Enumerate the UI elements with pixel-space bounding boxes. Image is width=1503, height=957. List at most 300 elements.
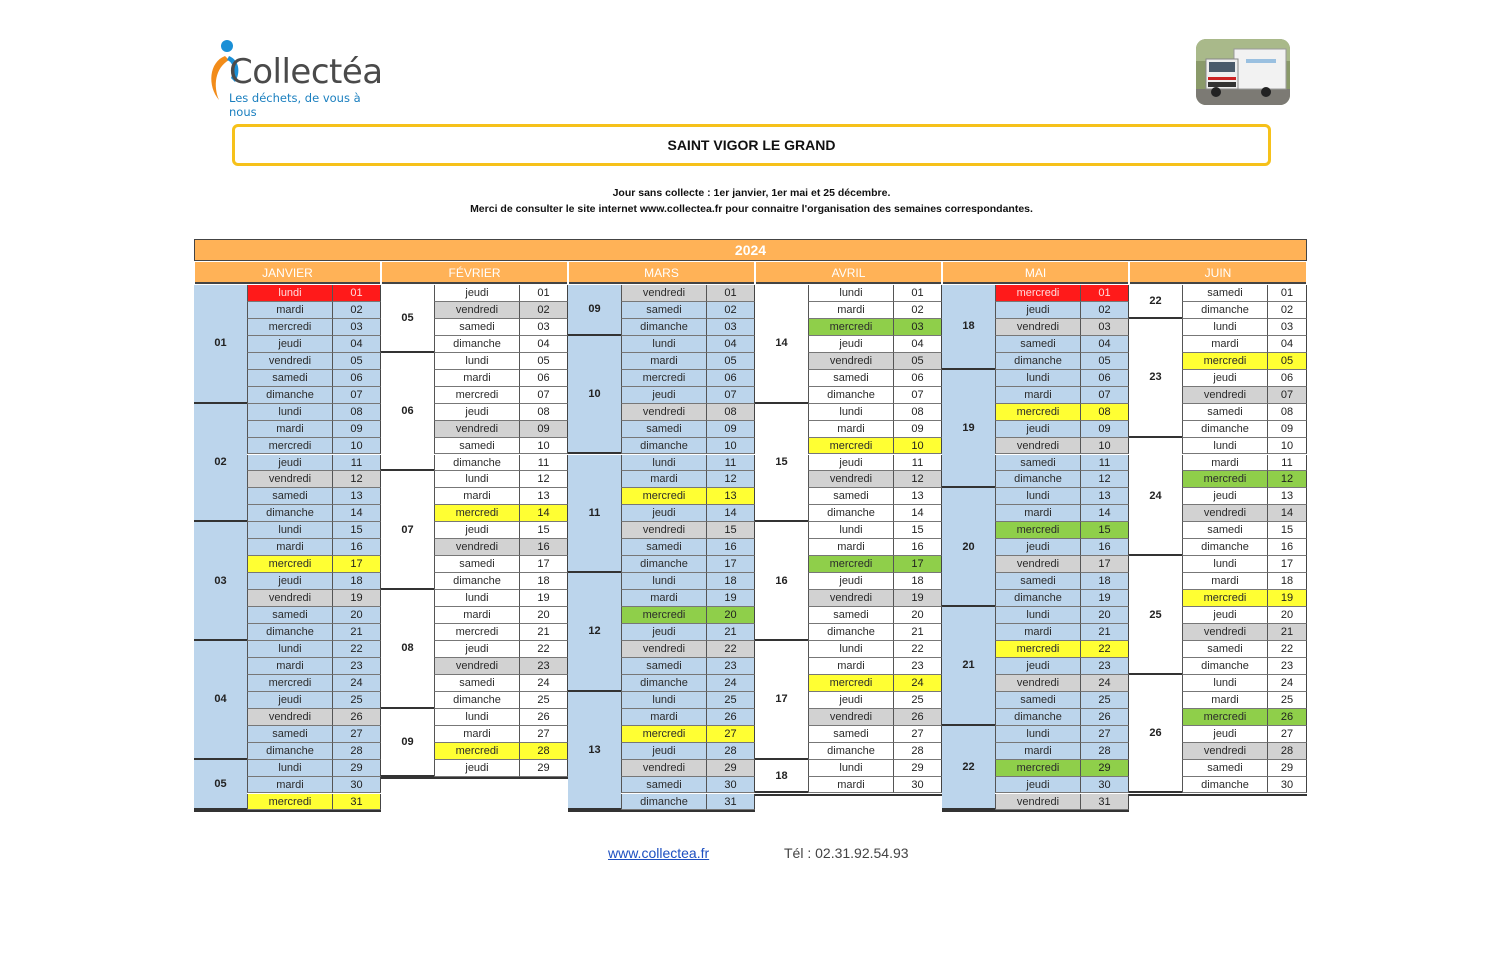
day-name: mercredi <box>995 641 1080 658</box>
day-name: mercredi <box>621 726 706 743</box>
week-number: 03 <box>194 522 247 641</box>
week-number: 13 <box>568 692 621 811</box>
day-number: 12 <box>706 471 755 488</box>
month-header-1: FÉVRIER <box>382 262 567 284</box>
day-name: mercredi <box>995 522 1080 539</box>
day-name: lundi <box>808 760 893 777</box>
day-name: jeudi <box>621 624 706 641</box>
week-number: 05 <box>381 285 434 353</box>
day-name: mardi <box>247 777 332 794</box>
day-number: 01 <box>1267 285 1307 302</box>
day-number: 24 <box>893 675 942 692</box>
day-name: samedi <box>1182 404 1267 421</box>
day-number: 01 <box>332 285 381 302</box>
week-number: 18 <box>755 760 808 794</box>
day-number: 02 <box>706 302 755 319</box>
day-name: jeudi <box>808 336 893 353</box>
week-number: 07 <box>381 471 434 590</box>
day-number: 07 <box>893 387 942 404</box>
month-bottom-border <box>755 794 942 796</box>
day-name: lundi <box>247 404 332 421</box>
day-name: vendredi <box>995 319 1080 336</box>
day-name: lundi <box>808 522 893 539</box>
day-name: dimanche <box>1182 302 1267 319</box>
day-number: 19 <box>1080 590 1129 607</box>
day-number: 25 <box>519 692 568 709</box>
day-number: 14 <box>893 505 942 522</box>
day-name: vendredi <box>995 794 1080 811</box>
day-number: 17 <box>893 556 942 573</box>
day-number: 22 <box>706 641 755 658</box>
day-name: samedi <box>1182 285 1267 302</box>
day-number: 11 <box>706 455 755 472</box>
day-number: 25 <box>893 692 942 709</box>
day-name: vendredi <box>1182 387 1267 404</box>
day-name: dimanche <box>434 573 519 590</box>
day-number: 14 <box>1080 505 1129 522</box>
day-number: 07 <box>706 387 755 404</box>
month-headers <box>194 261 1307 285</box>
day-name: lundi <box>995 607 1080 624</box>
day-name: dimanche <box>621 675 706 692</box>
day-number: 13 <box>893 488 942 505</box>
day-name: vendredi <box>995 438 1080 455</box>
week-number: 14 <box>755 285 808 404</box>
day-name: mercredi <box>995 285 1080 302</box>
day-name: dimanche <box>995 709 1080 726</box>
day-number: 14 <box>332 505 381 522</box>
day-number: 09 <box>893 421 942 438</box>
day-name: jeudi <box>1182 726 1267 743</box>
day-name: lundi <box>808 285 893 302</box>
day-name: mercredi <box>1182 353 1267 370</box>
day-number: 19 <box>893 590 942 607</box>
day-name: vendredi <box>434 421 519 438</box>
day-name: dimanche <box>434 455 519 472</box>
day-name: mardi <box>434 726 519 743</box>
day-name: jeudi <box>434 404 519 421</box>
day-name: mardi <box>621 353 706 370</box>
day-name: vendredi <box>1182 505 1267 522</box>
day-name: jeudi <box>995 539 1080 556</box>
day-name: dimanche <box>1182 421 1267 438</box>
day-number: 08 <box>1267 404 1307 421</box>
day-name: mardi <box>247 421 332 438</box>
day-number: 29 <box>1267 760 1307 777</box>
day-name: lundi <box>808 641 893 658</box>
day-name: mardi <box>434 370 519 387</box>
day-name: lundi <box>247 522 332 539</box>
day-name: mardi <box>1182 573 1267 590</box>
day-number: 11 <box>1080 455 1129 472</box>
week-number: 10 <box>568 336 621 455</box>
day-number: 03 <box>893 319 942 336</box>
day-name: dimanche <box>621 319 706 336</box>
day-number: 08 <box>893 404 942 421</box>
day-name: dimanche <box>434 692 519 709</box>
day-number: 17 <box>706 556 755 573</box>
day-number: 11 <box>519 455 568 472</box>
day-name: mercredi <box>247 319 332 336</box>
day-name: jeudi <box>247 336 332 353</box>
day-name: lundi <box>434 590 519 607</box>
day-name: samedi <box>995 692 1080 709</box>
month-header-4: MAI <box>943 262 1128 284</box>
day-name: mardi <box>434 488 519 505</box>
month-header-5: JUIN <box>1130 262 1306 284</box>
day-name: mercredi <box>808 556 893 573</box>
day-number: 04 <box>706 336 755 353</box>
day-number: 20 <box>706 607 755 624</box>
day-number: 24 <box>332 675 381 692</box>
day-number: 06 <box>893 370 942 387</box>
year-header: 2024 <box>194 239 1307 261</box>
day-name: dimanche <box>621 556 706 573</box>
week-number: 09 <box>568 285 621 336</box>
week-number: 09 <box>381 709 434 777</box>
day-name: vendredi <box>1182 624 1267 641</box>
day-number: 06 <box>332 370 381 387</box>
day-name: vendredi <box>247 590 332 607</box>
day-name: samedi <box>434 438 519 455</box>
day-name: vendredi <box>808 590 893 607</box>
day-number: 09 <box>706 421 755 438</box>
day-number: 10 <box>893 438 942 455</box>
day-name: mardi <box>434 607 519 624</box>
day-name: mercredi <box>434 624 519 641</box>
day-number: 05 <box>706 353 755 370</box>
day-name: vendredi <box>1182 743 1267 760</box>
day-number: 12 <box>519 471 568 488</box>
day-number: 26 <box>706 709 755 726</box>
day-name: jeudi <box>621 387 706 404</box>
day-number: 15 <box>519 522 568 539</box>
month-bottom-border <box>1129 794 1307 796</box>
day-number: 21 <box>706 624 755 641</box>
day-number: 27 <box>1267 726 1307 743</box>
day-number: 06 <box>706 370 755 387</box>
day-number: 26 <box>519 709 568 726</box>
commune-title: SAINT VIGOR LE GRAND <box>232 124 1271 166</box>
day-name: samedi <box>995 455 1080 472</box>
day-number: 06 <box>519 370 568 387</box>
day-number: 15 <box>1267 522 1307 539</box>
day-number: 16 <box>1080 539 1129 556</box>
day-name: jeudi <box>995 421 1080 438</box>
day-number: 28 <box>332 743 381 760</box>
day-number: 16 <box>1267 539 1307 556</box>
day-number: 15 <box>893 522 942 539</box>
day-number: 21 <box>1267 624 1307 641</box>
collectea-logo <box>205 38 383 119</box>
day-name: lundi <box>995 726 1080 743</box>
day-name: samedi <box>621 777 706 794</box>
day-number: 16 <box>706 539 755 556</box>
day-name: jeudi <box>808 455 893 472</box>
day-name: vendredi <box>995 675 1080 692</box>
day-name: mardi <box>808 302 893 319</box>
collection-calendar <box>194 239 1307 816</box>
day-name: mercredi <box>808 319 893 336</box>
week-number: 26 <box>1129 675 1182 794</box>
day-number: 13 <box>519 488 568 505</box>
website-link[interactable]: www.collectea.fr <box>608 845 710 861</box>
day-number: 22 <box>1267 641 1307 658</box>
day-name: mercredi <box>434 743 519 760</box>
day-number: 03 <box>519 319 568 336</box>
day-name: mercredi <box>1182 590 1267 607</box>
day-number: 28 <box>1267 743 1307 760</box>
day-number: 23 <box>332 658 381 675</box>
day-number: 16 <box>893 539 942 556</box>
day-name: dimanche <box>995 353 1080 370</box>
day-number: 12 <box>1267 471 1307 488</box>
day-number: 18 <box>1267 573 1307 590</box>
day-name: jeudi <box>247 455 332 472</box>
day-name: dimanche <box>808 387 893 404</box>
day-name: samedi <box>621 539 706 556</box>
day-name: jeudi <box>434 641 519 658</box>
day-name: samedi <box>247 607 332 624</box>
day-name: mardi <box>808 658 893 675</box>
day-number: 22 <box>1080 641 1129 658</box>
day-number: 17 <box>519 556 568 573</box>
day-number: 30 <box>332 777 381 794</box>
day-name: samedi <box>995 336 1080 353</box>
week-number: 06 <box>381 353 434 472</box>
phone-number: Tél : 02.31.92.54.93 <box>784 845 909 861</box>
week-number: 05 <box>194 760 247 811</box>
day-name: samedi <box>434 556 519 573</box>
day-number: 08 <box>706 404 755 421</box>
day-name: jeudi <box>247 573 332 590</box>
day-number: 31 <box>332 794 381 811</box>
day-number: 15 <box>706 522 755 539</box>
day-number: 27 <box>332 726 381 743</box>
day-name: dimanche <box>808 624 893 641</box>
day-number: 03 <box>1080 319 1129 336</box>
day-name: mercredi <box>808 438 893 455</box>
day-number: 06 <box>1080 370 1129 387</box>
day-name: dimanche <box>995 590 1080 607</box>
month-bottom-border <box>942 810 1129 812</box>
day-number: 01 <box>893 285 942 302</box>
week-number: 12 <box>568 573 621 692</box>
day-number: 18 <box>332 573 381 590</box>
day-name: jeudi <box>995 777 1080 794</box>
day-name: mardi <box>621 471 706 488</box>
day-name: mardi <box>808 421 893 438</box>
day-number: 10 <box>519 438 568 455</box>
day-number: 04 <box>1267 336 1307 353</box>
day-name: samedi <box>808 488 893 505</box>
week-number: 11 <box>568 455 621 574</box>
day-number: 09 <box>1080 421 1129 438</box>
day-number: 10 <box>706 438 755 455</box>
day-number: 10 <box>332 438 381 455</box>
day-number: 23 <box>706 658 755 675</box>
day-number: 24 <box>1267 675 1307 692</box>
day-number: 25 <box>1080 692 1129 709</box>
day-name: mercredi <box>247 794 332 811</box>
day-name: vendredi <box>247 709 332 726</box>
month-header-3: AVRIL <box>756 262 941 284</box>
day-name: dimanche <box>247 505 332 522</box>
day-number: 04 <box>893 336 942 353</box>
day-name: dimanche <box>621 794 706 811</box>
day-number: 22 <box>519 641 568 658</box>
day-name: mercredi <box>808 675 893 692</box>
day-name: samedi <box>808 607 893 624</box>
day-number: 17 <box>1080 556 1129 573</box>
day-number: 31 <box>1080 794 1129 811</box>
day-name: mardi <box>247 539 332 556</box>
day-name: samedi <box>621 421 706 438</box>
day-number: 30 <box>893 777 942 794</box>
day-name: samedi <box>808 726 893 743</box>
day-name: mardi <box>1182 692 1267 709</box>
day-number: 09 <box>332 421 381 438</box>
day-number: 08 <box>519 404 568 421</box>
month-bottom-border <box>568 810 755 812</box>
day-name: lundi <box>621 573 706 590</box>
day-name: mercredi <box>995 760 1080 777</box>
day-number: 11 <box>893 455 942 472</box>
day-number: 29 <box>893 760 942 777</box>
day-name: vendredi <box>621 760 706 777</box>
day-number: 23 <box>519 658 568 675</box>
day-number: 26 <box>1267 709 1307 726</box>
day-name: samedi <box>247 488 332 505</box>
day-name: vendredi <box>808 471 893 488</box>
day-name: mardi <box>995 505 1080 522</box>
day-number: 21 <box>893 624 942 641</box>
day-name: jeudi <box>621 505 706 522</box>
day-name: dimanche <box>434 336 519 353</box>
day-name: jeudi <box>995 658 1080 675</box>
week-number: 16 <box>755 522 808 641</box>
day-number: 21 <box>1080 624 1129 641</box>
week-number: 04 <box>194 641 247 760</box>
day-name: lundi <box>621 692 706 709</box>
day-name: samedi <box>1182 760 1267 777</box>
day-name: vendredi <box>808 353 893 370</box>
day-number: 14 <box>519 505 568 522</box>
day-name: lundi <box>995 370 1080 387</box>
day-name: lundi <box>1182 319 1267 336</box>
day-number: 04 <box>1080 336 1129 353</box>
day-name: samedi <box>247 726 332 743</box>
week-number: 22 <box>1129 285 1182 319</box>
day-number: 29 <box>332 760 381 777</box>
day-number: 13 <box>1080 488 1129 505</box>
day-number: 22 <box>893 641 942 658</box>
day-name: vendredi <box>995 556 1080 573</box>
day-number: 27 <box>519 726 568 743</box>
day-name: dimanche <box>808 505 893 522</box>
day-number: 04 <box>332 336 381 353</box>
day-name: mardi <box>995 743 1080 760</box>
logo-name: Collectéa <box>229 52 383 92</box>
day-number: 14 <box>1267 505 1307 522</box>
day-number: 24 <box>1080 675 1129 692</box>
day-name: lundi <box>247 641 332 658</box>
week-number: 23 <box>1129 319 1182 438</box>
day-name: lundi <box>1182 675 1267 692</box>
day-number: 11 <box>332 455 381 472</box>
day-name: samedi <box>1182 522 1267 539</box>
day-name: vendredi <box>247 471 332 488</box>
month-bottom-border <box>381 777 568 779</box>
week-number: 15 <box>755 404 808 523</box>
day-number: 28 <box>893 743 942 760</box>
week-number: 20 <box>942 488 995 607</box>
day-number: 18 <box>1080 573 1129 590</box>
day-number: 02 <box>1080 302 1129 319</box>
day-number: 26 <box>332 709 381 726</box>
day-name: dimanche <box>621 438 706 455</box>
day-number: 01 <box>706 285 755 302</box>
day-name: mardi <box>621 709 706 726</box>
day-name: jeudi <box>434 522 519 539</box>
day-number: 16 <box>332 539 381 556</box>
day-name: mercredi <box>247 438 332 455</box>
day-number: 19 <box>519 590 568 607</box>
day-number: 27 <box>893 726 942 743</box>
day-name: mardi <box>1182 455 1267 472</box>
month-header-0: JANVIER <box>195 262 380 284</box>
week-number: 22 <box>942 726 995 811</box>
day-number: 30 <box>1267 777 1307 794</box>
day-name: mercredi <box>1182 471 1267 488</box>
day-name: samedi <box>621 658 706 675</box>
day-number: 07 <box>519 387 568 404</box>
day-number: 16 <box>519 539 568 556</box>
day-number: 19 <box>332 590 381 607</box>
day-name: lundi <box>1182 438 1267 455</box>
day-number: 20 <box>1080 607 1129 624</box>
day-number: 05 <box>1080 353 1129 370</box>
day-number: 19 <box>1267 590 1307 607</box>
day-number: 10 <box>1267 438 1307 455</box>
week-number: 08 <box>381 590 434 709</box>
day-number: 12 <box>893 471 942 488</box>
day-name: vendredi <box>808 709 893 726</box>
logo-tagline: Les déchets, de vous à nous <box>229 91 361 119</box>
day-number: 28 <box>706 743 755 760</box>
day-name: mardi <box>621 590 706 607</box>
day-number: 28 <box>519 743 568 760</box>
month-columns <box>194 285 1307 816</box>
day-number: 17 <box>1267 556 1307 573</box>
day-name: mardi <box>995 387 1080 404</box>
day-number: 22 <box>332 641 381 658</box>
day-name: lundi <box>1182 556 1267 573</box>
day-number: 29 <box>1080 760 1129 777</box>
day-number: 21 <box>519 624 568 641</box>
day-number: 18 <box>519 573 568 590</box>
day-name: vendredi <box>247 353 332 370</box>
day-number: 07 <box>1267 387 1307 404</box>
day-name: samedi <box>247 370 332 387</box>
day-number: 14 <box>706 505 755 522</box>
day-name: vendredi <box>434 302 519 319</box>
day-name: lundi <box>621 336 706 353</box>
day-number: 28 <box>1080 743 1129 760</box>
day-number: 09 <box>519 421 568 438</box>
day-number: 08 <box>1080 404 1129 421</box>
day-number: 24 <box>706 675 755 692</box>
